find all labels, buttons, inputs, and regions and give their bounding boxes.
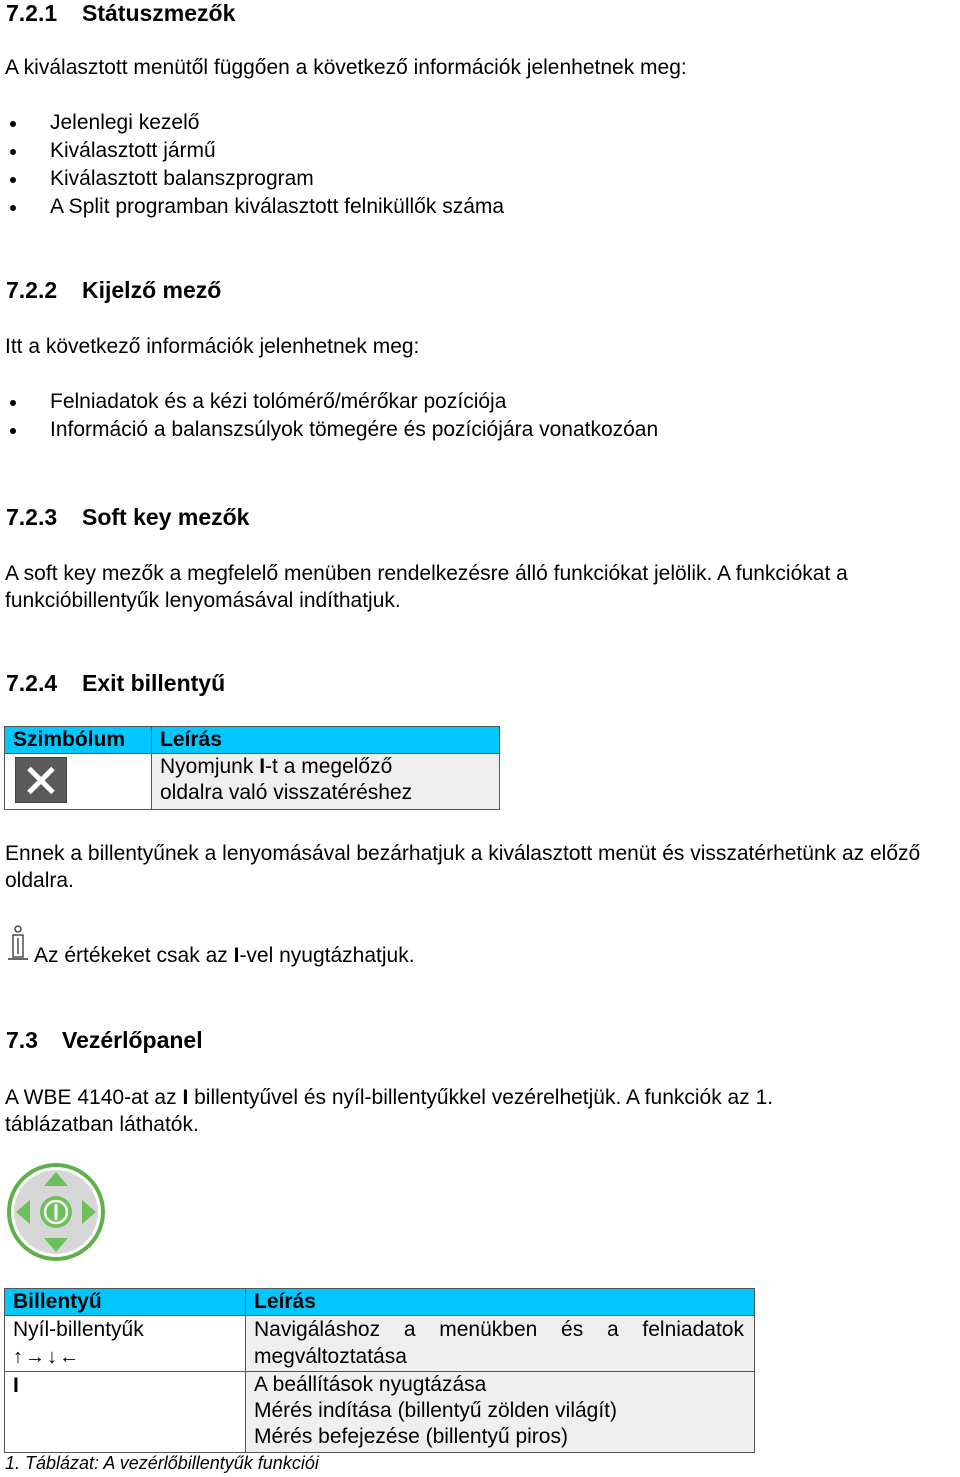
list-item: Információ a balanszsúlyok tömegére és pozíciójára vonatkozóan — [5, 416, 658, 444]
list-item: Jelenlegi kezelő — [5, 109, 504, 137]
arrow-keys-icon: ↑→↓← — [13, 1346, 81, 1368]
col-header-symbol: Szimbólum — [5, 727, 152, 754]
list-item: Kiválasztott jármű — [5, 137, 504, 165]
list-item: A Split programban kiválasztott felniküllők száma — [5, 193, 504, 221]
paragraph-7-2-3: A soft key mezők a megfelelő menüben rendelkezésre álló funkciókat jelölik. A funkciókat a funkcióbillentyűk lenyomásával indíthatjuk. — [5, 562, 848, 612]
table-row-description: A beállítások nyugtázása Mérés indítása (billentyű zölden világít) Mérés befejezése (billentyű piros) — [246, 1372, 755, 1453]
list-7-2-2 — [5, 388, 658, 444]
exit-key-table — [4, 726, 500, 810]
control-keys-table — [4, 1288, 755, 1453]
col-header-description: Leírás — [152, 727, 500, 754]
heading-7-2-2: 7.2.2 Kijelző mező — [6, 277, 222, 303]
heading-7-3: 7.3 Vezérlőpanel — [6, 1027, 203, 1053]
info-icon — [6, 925, 30, 963]
symbol-cell — [5, 754, 152, 810]
heading-7-2-3: 7.2.3 Soft key mezők — [6, 504, 250, 530]
table-row-description: Navigáláshoz a menükben és a felniadatok megváltoztatása — [246, 1316, 755, 1372]
col-header-key: Billentyű — [5, 1289, 246, 1316]
control-pad-icon — [4, 1162, 108, 1262]
paragraph-7-2-4: Ennek a billentyűnek a lenyomásával bezárhatjuk a kiválasztott menüt és visszatérhetünk az előző oldalra. — [5, 842, 921, 892]
description-cell: Nyomjunk I-t a megelőző oldalra való visszatéréshez — [152, 754, 500, 810]
list-item: Kiválasztott balanszprogram — [5, 165, 504, 193]
paragraph-7-2-1: A kiválasztott menütől függően a következő információk jelenhetnek meg: — [5, 56, 687, 79]
close-x-icon — [15, 757, 67, 803]
col-header-description: Leírás — [246, 1289, 755, 1316]
paragraph-7-3: A WBE 4140-at az I billentyűvel és nyíl-billentyűkkel vezérelhetjük. A funkciók az 1. táblázatban láthatók. — [5, 1086, 774, 1136]
table-row-key: I — [5, 1372, 246, 1453]
table-row-key: Nyíl-billentyűk ↑→↓← — [5, 1316, 246, 1372]
heading-7-2-4: 7.2.4 Exit billentyű — [6, 670, 226, 696]
heading-7-2-1: 7.2.1 Státuszmezők — [6, 0, 236, 26]
note: Az értékeket csak az I-vel nyugtázhatjuk. — [0, 925, 500, 969]
table-caption: 1. Táblázat: A vezérlőbillentyűk funkciói — [5, 1453, 319, 1473]
paragraph-7-2-2: Itt a következő információk jelenhetnek meg: — [5, 335, 420, 358]
list-7-2-1 — [5, 109, 504, 221]
list-item: Felniadatok és a kézi tolómérő/mérőkar pozíciója — [5, 388, 658, 416]
